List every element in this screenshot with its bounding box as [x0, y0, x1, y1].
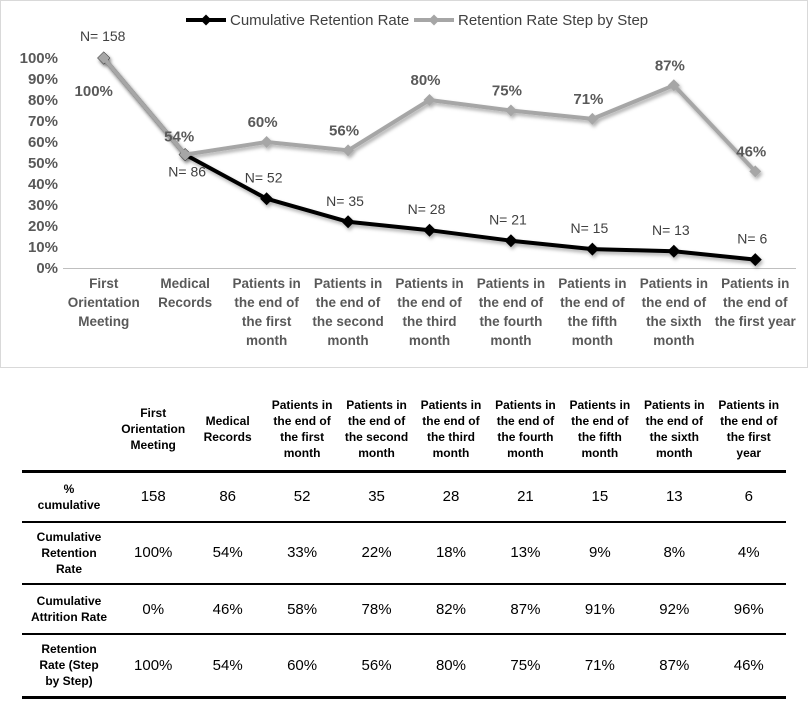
table-cell: 33% [265, 522, 339, 585]
n-count-label: N= 21 [489, 211, 527, 228]
table-body [22, 472, 786, 698]
y-tick-label: 0% [36, 260, 58, 277]
table-cell: 13% [488, 522, 562, 585]
data-labels [75, 28, 768, 247]
x-tick-label: Patients in the end of the fifth month [558, 276, 627, 348]
percent-label: 60% [247, 114, 278, 131]
data-point-marker [667, 245, 680, 258]
percent-label: 80% [410, 72, 441, 89]
y-tick-label: 20% [27, 218, 58, 235]
n-count-label: N= 28 [407, 201, 446, 218]
table-cell: 158 [116, 472, 190, 522]
x-tick-label: Patients in the end of the sixth month [639, 276, 708, 348]
y-tick-label: 50% [27, 155, 58, 172]
table-cell: 75% [488, 634, 562, 697]
table-cell: 71% [563, 634, 637, 697]
table-cell: 46% [712, 634, 787, 697]
n-count-label: N= 15 [570, 220, 609, 237]
table-cell: 91% [563, 584, 637, 634]
table-cell: 21 [488, 472, 562, 522]
table-row-header: Cumulative Attrition Rate [22, 584, 116, 634]
x-tick-label: Patients in the end of the second month [312, 276, 384, 348]
chart-legend [186, 12, 648, 29]
x-tick-label: Patients in the end of the first month [232, 276, 301, 348]
data-point-marker [201, 15, 212, 26]
data-point-marker [423, 224, 436, 237]
percent-label: 54% [164, 128, 195, 146]
table-row-header: % cumulative [22, 472, 116, 522]
x-tick-label: Medical Records [158, 276, 213, 310]
y-tick-label: 70% [27, 113, 58, 130]
table-row [22, 472, 786, 522]
table-header-row [22, 388, 786, 472]
n-count-label: N= 35 [326, 192, 364, 209]
y-tick-label: 40% [27, 176, 58, 193]
x-axis-tick-labels [68, 276, 797, 348]
table-header [22, 388, 786, 472]
percent-label: 100% [74, 83, 113, 100]
percent-label: 56% [329, 122, 360, 140]
legend-label: Retention Rate Step by Step [458, 12, 649, 29]
legend-item [186, 12, 409, 29]
n-count-label: N= 52 [244, 169, 283, 186]
y-axis-tick-labels [20, 50, 58, 277]
retention-table [22, 388, 786, 699]
data-point-marker [586, 113, 598, 125]
table-column-header: Patients in the end of the first year [712, 388, 787, 472]
data-point-marker [261, 136, 273, 148]
table-cell: 4% [712, 522, 787, 585]
n-count-label: N= 6 [737, 230, 768, 247]
x-tick-label: Patients in the end of the third month [395, 276, 464, 348]
chart-canvas [1, 1, 807, 367]
table-column-header: Patients in the end of the second month [339, 388, 413, 472]
table-cell: 96% [712, 584, 787, 634]
n-count-label: N= 158 [79, 28, 126, 44]
x-tick-label: Patients in the end of the first year [714, 276, 796, 329]
table-column-header: Medical Records [190, 388, 264, 472]
table-column-header: Patients in the end of the fourth month [488, 388, 562, 472]
table-cell: 92% [637, 584, 711, 634]
n-count-label: N= 13 [651, 222, 690, 239]
percent-label: 46% [736, 143, 767, 161]
table-cell: 0% [116, 584, 190, 634]
y-tick-label: 60% [27, 134, 58, 151]
table-column-header: Patients in the end of the third month [414, 388, 488, 472]
table-cell: 28 [414, 472, 488, 522]
table-corner-cell [22, 388, 116, 472]
table-row [22, 522, 786, 585]
table-cell: 100% [116, 522, 190, 585]
x-tick-label: First Orientation Meeting [67, 276, 140, 329]
data-point-marker [342, 215, 355, 228]
table-column-header: Patients in the end of the first month [265, 388, 339, 472]
table-cell: 13 [637, 472, 711, 522]
table-cell: 60% [265, 634, 339, 697]
percent-label: 87% [654, 57, 685, 75]
percent-label: 71% [573, 90, 604, 108]
table-column-header: Patients in the end of the sixth month [637, 388, 711, 472]
data-point-marker [429, 15, 440, 26]
y-tick-label: 80% [27, 92, 58, 109]
y-tick-label: 100% [19, 50, 58, 67]
table-cell: 87% [488, 584, 562, 634]
data-point-marker [504, 234, 517, 247]
table-cell: 78% [339, 584, 413, 634]
table-column-header: First Orientation Meeting [116, 388, 190, 472]
table-column-header: Patients in the end of the fifth month [563, 388, 637, 472]
table-cell: 52 [265, 472, 339, 522]
table-row [22, 584, 786, 634]
table-cell: 54% [190, 522, 264, 585]
table-cell: 100% [116, 634, 190, 697]
y-tick-label: 90% [27, 71, 58, 88]
table-row [22, 634, 786, 697]
table-cell: 9% [563, 522, 637, 585]
table-cell: 18% [414, 522, 488, 585]
table-cell: 87% [637, 634, 711, 697]
y-tick-label: 10% [27, 239, 58, 256]
y-tick-label: 30% [27, 197, 58, 214]
table-cell: 35 [339, 472, 413, 522]
table-cell: 56% [339, 634, 413, 697]
percent-label: 75% [491, 82, 522, 100]
data-point-marker [505, 105, 517, 117]
table-row-header: Cumulative Retention Rate [22, 522, 116, 585]
x-tick-label: Patients in the end of the fourth month [476, 276, 546, 348]
table-cell: 8% [637, 522, 711, 585]
legend-item [414, 12, 648, 29]
data-point-marker [749, 253, 762, 266]
table-cell: 86 [190, 472, 264, 522]
table-cell: 22% [339, 522, 413, 585]
data-point-marker [586, 243, 599, 256]
legend-label: Cumulative Retention Rate [230, 12, 410, 29]
table-cell: 82% [414, 584, 488, 634]
table-cell: 58% [265, 584, 339, 634]
table-cell: 6 [712, 472, 787, 522]
table-cell: 15 [563, 472, 637, 522]
table-cell: 80% [414, 634, 488, 697]
table-cell: 54% [190, 634, 264, 697]
table-row-header: Retention Rate (Step by Step) [22, 634, 116, 697]
table-cell: 46% [190, 584, 264, 634]
n-count-label: N= 86 [168, 163, 207, 180]
